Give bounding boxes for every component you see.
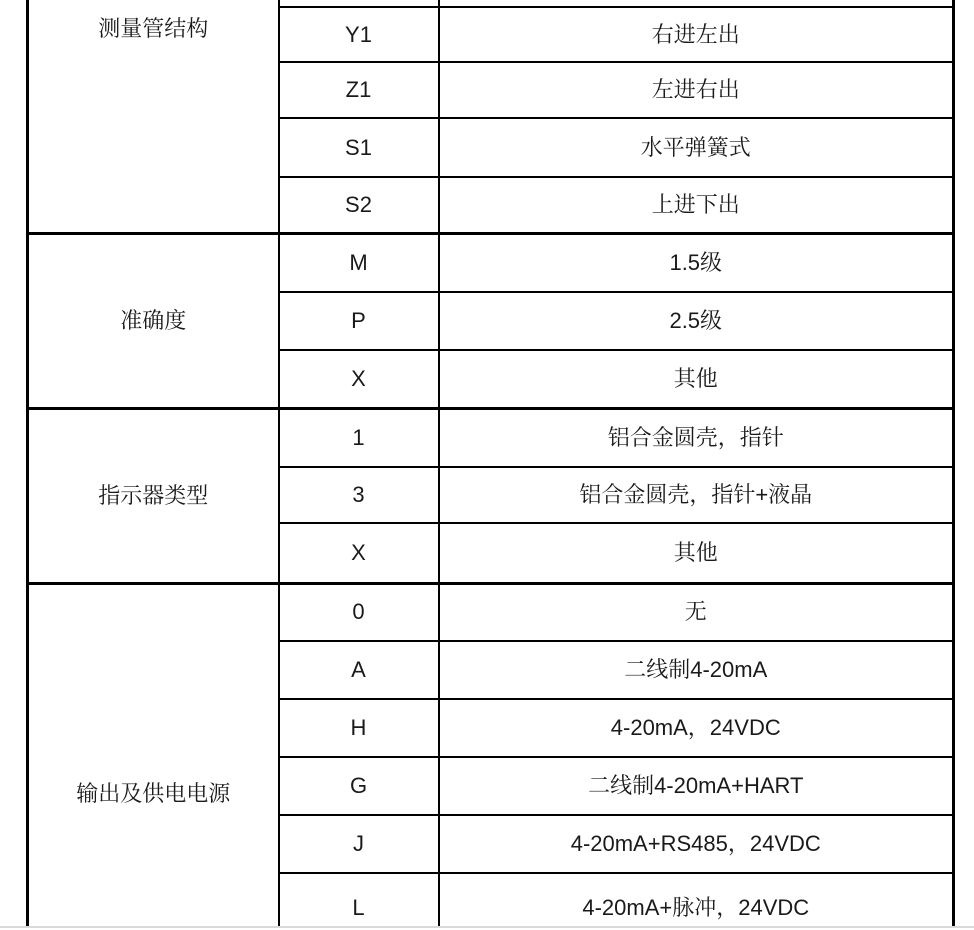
code-cell: 3 [279, 467, 439, 523]
table-row [28, 233, 954, 292]
description-cell: 上进下出 [439, 177, 954, 233]
code-cell: S1 [279, 118, 439, 177]
code-cell: X [279, 523, 439, 583]
description-cell: 二线制4-20mA [439, 641, 954, 699]
code-cell: J [279, 815, 439, 873]
category-label: 输出及供电电源 [76, 780, 231, 806]
code-cell: 1 [279, 408, 439, 467]
category-label: 指示器类型 [98, 482, 209, 508]
code-cell: A [279, 641, 439, 699]
table-row-cut [28, 0, 954, 7]
category-cell-output-power [28, 583, 279, 930]
description-cell: 其他 [439, 350, 954, 408]
description-cell: 水平弹簧式 [439, 118, 954, 177]
description-cell: 4-20mA+脉冲，24VDC [439, 873, 954, 930]
description-cell: 无 [439, 583, 954, 641]
description-cell: 4-20mA，24VDC [439, 699, 954, 757]
description-cell: 左进右出 [439, 62, 954, 118]
code-cell: M [279, 233, 439, 292]
description-cell: 二线制4-20mA+HART [439, 757, 954, 815]
code-cell: S2 [279, 177, 439, 233]
category-label: 准确度 [120, 307, 187, 333]
code-cell: G [279, 757, 439, 815]
code-cell: Y1 [279, 7, 439, 62]
category-label: 测量管结构 [98, 16, 209, 41]
category-cell-indicator-type [28, 408, 279, 583]
description-cell: 右进左出 [439, 7, 954, 62]
code-cell: H [279, 699, 439, 757]
code-cell: X [279, 350, 439, 408]
description-cell: 2.5级 [439, 292, 954, 350]
code-cell: 0 [279, 583, 439, 641]
cut-code-cell [279, 0, 439, 7]
ordering-code-table [26, 0, 955, 930]
description-cell: 铝合金圆壳，指针 [439, 408, 954, 467]
description-cell: 1.5级 [439, 233, 954, 292]
code-cell: Z1 [279, 62, 439, 118]
category-cell-tube-structure [28, 0, 279, 233]
table-row [28, 408, 954, 467]
description-cell: 其他 [439, 523, 954, 583]
code-cell: L [279, 873, 439, 930]
category-cell-accuracy [28, 233, 279, 408]
code-cell: P [279, 292, 439, 350]
description-cell: 铝合金圆壳，指针+液晶 [439, 467, 954, 523]
description-cell: 4-20mA+RS485，24VDC [439, 815, 954, 873]
table-row [28, 583, 954, 641]
cut-desc-cell [439, 0, 954, 7]
